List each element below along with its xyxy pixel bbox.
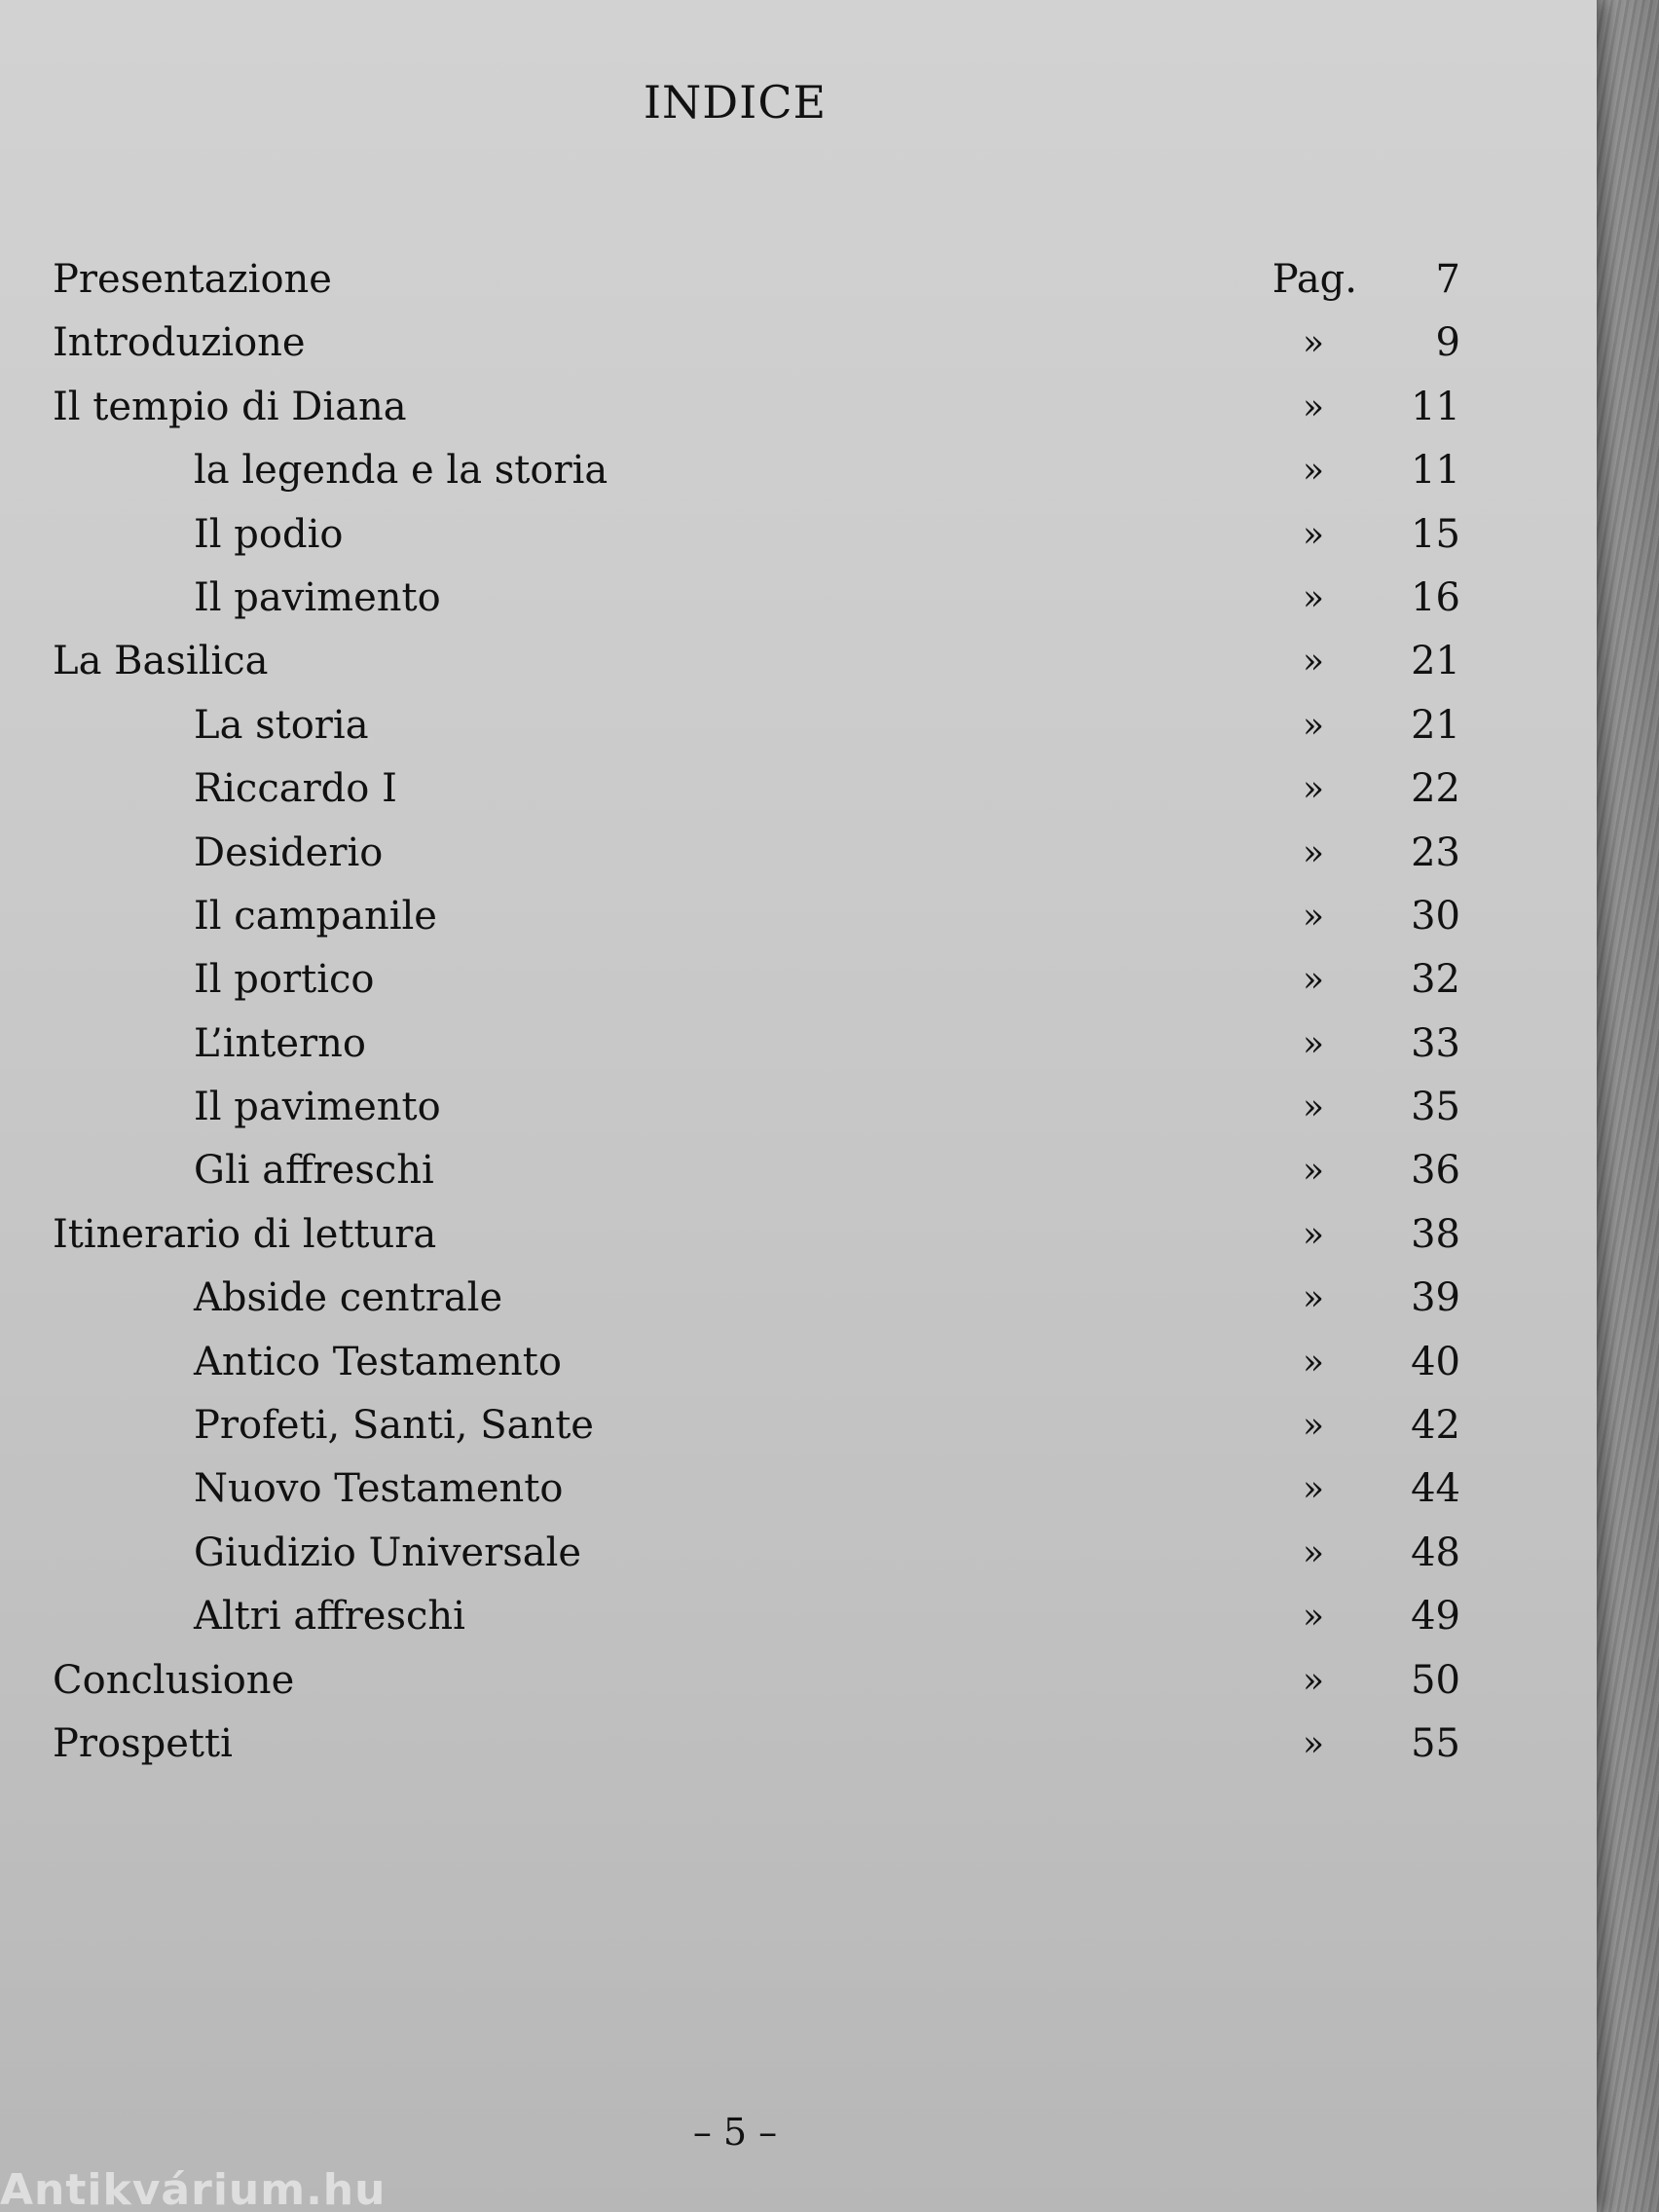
toc-entry-page: 48 [1411,1530,1460,1575]
toc-entry-page: 30 [1411,893,1460,939]
toc-entry-title: Gli affreschi [194,1148,434,1194]
toc-entry-page: 44 [1411,1466,1460,1512]
toc-entry-marker: » [1302,960,1325,1001]
toc-entry-page: 32 [1411,957,1460,1003]
toc-row [53,567,1460,630]
toc-entry-marker: » [1302,642,1325,682]
toc-row [53,503,1460,567]
toc-entry-title: la legenda e la storia [194,448,608,494]
toc-row [53,1013,1460,1076]
toc-row [53,822,1460,885]
toc-row [53,948,1460,1012]
toc-entry-title: Antico Testamento [194,1339,562,1384]
toc-entry-title: Il portico [194,957,375,1003]
page-number: – 5 – [692,2111,778,2154]
toc-entry-page: 50 [1411,1657,1460,1703]
toc-entry-page: 42 [1411,1403,1460,1449]
toc-entry-page: 11 [1411,448,1460,494]
toc-row [53,1139,1460,1202]
toc-row [53,1331,1460,1394]
toc-entry-marker: » [1302,1532,1325,1573]
toc-row [53,1585,1460,1648]
toc-entry-marker: » [1302,1342,1325,1382]
toc-entry-title: Presentazione [53,257,332,302]
toc-entry-marker: » [1302,323,1325,364]
toc-entry-title: Profeti, Santi, Sante [194,1403,594,1449]
toc-row [53,1522,1460,1585]
toc-entry-page: 55 [1411,1720,1460,1766]
toc-entry-marker: » [1302,832,1325,873]
toc-entry-title: Prospetti [53,1720,233,1766]
toc-entry-page: 15 [1411,511,1460,557]
toc-entry-page: 16 [1411,574,1460,620]
toc-entry-title: L’interno [194,1020,366,1066]
toc-row [53,1457,1460,1521]
toc-entry-marker: » [1302,1723,1325,1764]
toc-entry-page: 40 [1411,1339,1460,1384]
toc-entry-title: Il pavimento [194,1085,441,1130]
toc-entry-page: 11 [1411,384,1460,429]
toc-entry-title: Conclusione [53,1657,295,1703]
toc-entry-marker: » [1302,896,1325,937]
page-title: INDICE [643,76,828,129]
toc-entry-title: Il podio [194,511,344,557]
toc-entry-page: 36 [1411,1148,1460,1194]
toc-entry-page: 21 [1411,639,1460,684]
toc-row [53,630,1460,693]
toc-row [53,1203,1460,1267]
toc-entry-title: Giudizio Universale [194,1530,582,1575]
toc-entry-title: Nuovo Testamento [194,1466,564,1512]
toc-row [53,248,1460,312]
toc-row [53,312,1460,375]
toc-entry-marker: » [1302,1406,1325,1447]
watermark-text: Antikvárium.hu [0,2169,387,2212]
toc-entry-title: Il pavimento [194,574,441,620]
toc-entry-title: Itinerario di lettura [53,1211,437,1257]
toc-row [53,1267,1460,1330]
toc-entry-title: La storia [194,702,369,748]
toc-entry-page: 39 [1411,1275,1460,1321]
toc-entry-title: Introduzione [53,320,306,366]
toc-entry-marker: » [1302,1151,1325,1192]
toc-entry-marker: Pag. [1272,257,1357,302]
toc-entry-marker: » [1302,1597,1325,1638]
toc-entry-page: 23 [1411,830,1460,875]
toc-entry-marker: » [1302,1088,1325,1128]
toc-entry-marker: » [1302,1278,1325,1319]
toc-entry-marker: » [1302,1023,1325,1064]
toc-row [53,1713,1460,1776]
toc-row [53,757,1460,821]
toc-entry-marker: » [1302,1660,1325,1701]
toc-entry-marker: » [1302,514,1325,555]
toc-entry-title: Riccardo I [194,766,397,812]
toc-row [53,376,1460,439]
toc-entry-title: Abside centrale [194,1275,503,1321]
toc-entry-title: Desiderio [194,830,384,875]
toc-entry-page: 49 [1411,1594,1460,1640]
toc-entry-page: 9 [1435,320,1460,366]
toc-entry-marker: » [1302,1469,1325,1510]
toc-entry-marker: » [1302,769,1325,810]
toc-row [53,885,1460,948]
toc-row [53,1076,1460,1139]
toc-entry-page: 22 [1411,766,1460,812]
toc-entry-page: 38 [1411,1211,1460,1257]
toc-entry-title: Il tempio di Diana [53,384,407,429]
toc-entry-marker: » [1302,577,1325,618]
toc-entry-marker: » [1302,451,1325,492]
toc-row [53,1394,1460,1457]
toc-entry-page: 35 [1411,1085,1460,1130]
toc-row [53,439,1460,502]
toc-entry-page: 7 [1435,257,1460,302]
toc-row [53,694,1460,757]
toc-entry-title: La Basilica [53,639,269,684]
table-of-contents [53,248,1460,1830]
toc-row [53,1649,1460,1713]
toc-entry-title: Altri affreschi [194,1594,465,1640]
toc-entry-marker: » [1302,705,1325,746]
toc-entry-page: 33 [1411,1020,1460,1066]
toc-entry-marker: » [1302,387,1325,427]
toc-entry-marker: » [1302,1214,1325,1255]
toc-entry-page: 21 [1411,702,1460,748]
toc-entry-title: Il campanile [194,893,437,939]
